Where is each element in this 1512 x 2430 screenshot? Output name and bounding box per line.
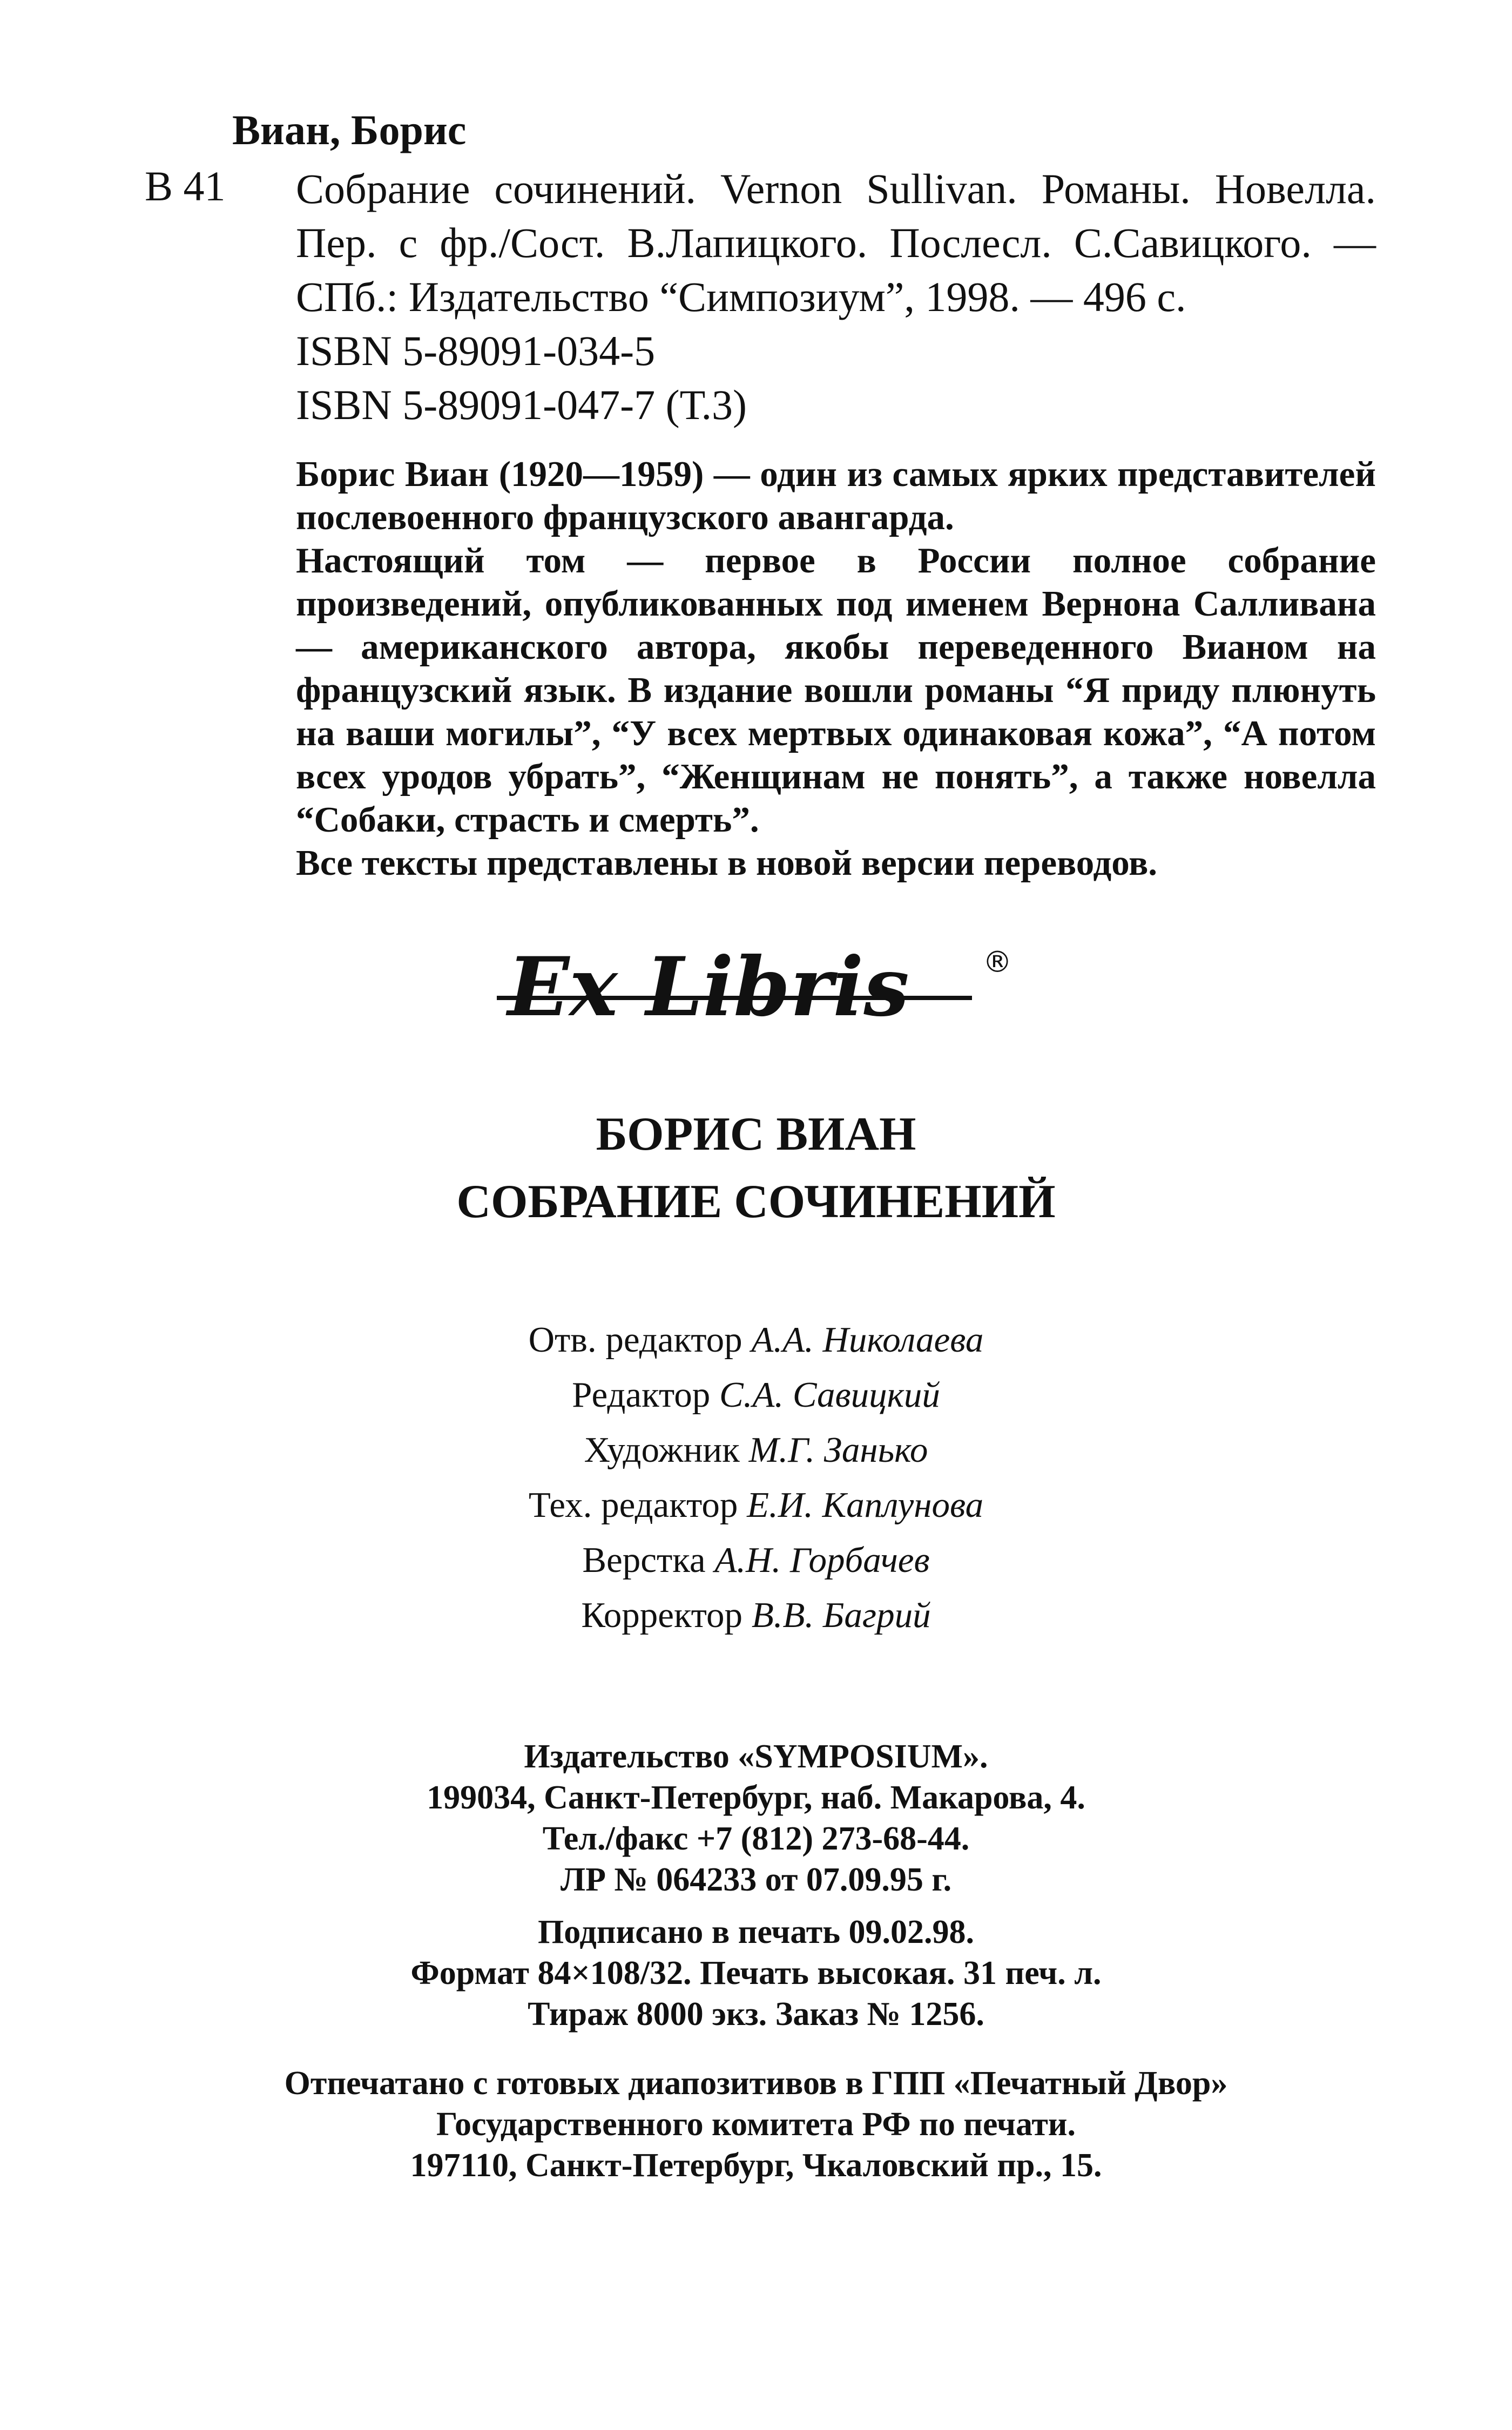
publisher-line: ЛР № 064233 от 07.09.95 г. — [560, 1861, 952, 1898]
credit-role: Редактор — [572, 1375, 711, 1415]
call-number: В 41 — [145, 163, 226, 210]
annotation-paragraph: Все тексты представлены в новой версии переводов. — [296, 843, 1158, 883]
print-line: Формат 84×108/32. Печать высокая. 31 печ. л. — [410, 1955, 1102, 1992]
credit-line — [0, 1533, 1512, 1588]
print-info — [0, 1912, 1512, 2035]
svg-text:®: ® — [983, 945, 1012, 979]
printer-info — [0, 2063, 1512, 2186]
credit-name: М.Г. Занько — [748, 1430, 928, 1470]
book-title-author: БОРИС ВИАН — [596, 1108, 916, 1160]
credit-name: Е.И. Каплунова — [747, 1485, 984, 1525]
print-line: Тираж 8000 экз. Заказ № 1256. — [528, 1996, 984, 2033]
print-line: Подписано в печать 09.02.98. — [537, 1914, 975, 1950]
printer-line: Отпечатано с готовых диапозитивов в ГПП «Печатный Двор» — [284, 2065, 1228, 2102]
book-title: СОБРАНИЕ СОЧИНЕНИЙ — [456, 1176, 1056, 1228]
svg-text:Ex Libris: Ex Libris — [508, 940, 909, 1035]
credit-line — [0, 1367, 1512, 1422]
credit-role: Тех. редактор — [528, 1485, 738, 1525]
publisher-info — [0, 1736, 1512, 1900]
credit-role: Художник — [584, 1430, 740, 1470]
printer-line: 197110, Санкт-Петербург, Чкаловский пр., 15. — [410, 2147, 1102, 2184]
publisher-line: 199034, Санкт-Петербург, наб. Макарова, 4. — [427, 1779, 1085, 1816]
bibliographic-description: Собрание сочинений. Vernon Sullivan. Романы. Новелла. Пер. с фр./Сост. В.Лапицкого. Послесл. С.Савицкого. — СПб.: Издательство “Симпозиум”, 1998. — 496 с. — [296, 165, 1376, 320]
credit-line — [0, 1588, 1512, 1643]
annotation-paragraph: Настоящий том — первое в России полное собрание произведений, опубликованных под именем Вернона Салливана — американского автора, якобы переведенного Вианом на французский язык. В издание вошли романы “Я приду плюнуть на ваши могилы”, “У всех мертвых одинаковая кожа”, “А потом всех уродов убрать”, “Женщинам не понять”, а также новелла “Собаки, страсть и смерть”. — [296, 541, 1376, 840]
ex-libris-logo — [497, 934, 1037, 1037]
isbn-line: ISBN 5-89091-034-5 — [296, 327, 656, 374]
credit-name: А.А. Николаева — [751, 1320, 984, 1360]
credits-list — [0, 1312, 1512, 1643]
credit-name: С.А. Савицкий — [719, 1375, 940, 1415]
publisher-line: Тел./факс +7 (812) 273-68-44. — [542, 1820, 970, 1857]
annotation-paragraph: Борис Виан (1920—1959) — один из самых ярких представителей послевоенного французского авангарда. — [296, 454, 1376, 537]
credit-role: Корректор — [581, 1595, 743, 1635]
credit-line — [0, 1312, 1512, 1367]
annotation — [296, 453, 1376, 885]
isbn-block — [296, 324, 747, 432]
ex-libris-logo-icon — [497, 934, 1037, 1037]
printer-line: Государственного комитета РФ по печати. — [436, 2106, 1076, 2143]
author-heading: Виан, Борис — [232, 106, 467, 153]
isbn-line: ISBN 5-89091-047-7 (Т.3) — [296, 381, 747, 428]
publisher-line: Издательство «SYMPOSIUM». — [524, 1738, 988, 1775]
credit-line — [0, 1477, 1512, 1533]
credit-name: В.В. Багрий — [751, 1595, 931, 1635]
credit-role: Отв. редактор — [528, 1320, 742, 1360]
credit-name: А.Н. Горбачев — [714, 1540, 930, 1580]
credit-role: Верстка — [582, 1540, 706, 1580]
credit-line — [0, 1422, 1512, 1477]
